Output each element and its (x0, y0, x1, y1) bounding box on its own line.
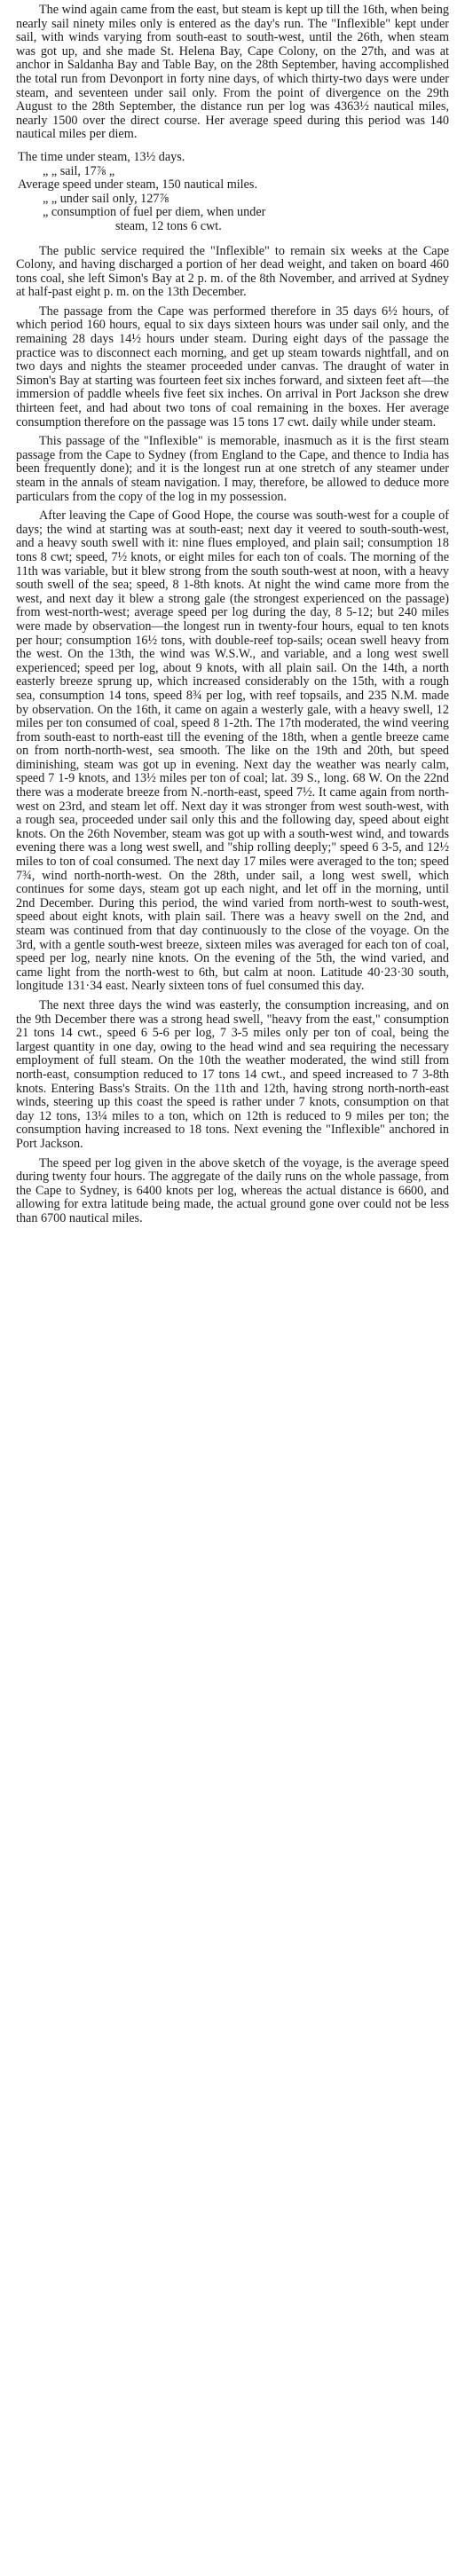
paragraph-log-details: After leaving the Cape of Good Hope, the course was south-west for a couple of days; the wind at starting was at south-east; next day it veered to south-south-west, and a heavy south swell with it: nine flues employed, and plain sail; consumption 18 tons 8 cwt; speed, 7½ knots, or eight miles for each ton of coals. The morning of the 11th was variable, but it blew strong from the south south-west at noon, with a heavy south swell of the sea; speed, 8 1-8th knots. At night the wind came more from the west, and next day it blew a strong gale (the strongest experienced on the passage) from west-north-west; average speed per log during the day, 8 5-12; but 240 miles were made by observation—the longest run in twenty-four hours, equal to ten knots per hour; consumption 16½ tons, with double-reef top-sails; ocean swell heavy from the west. On the 13th, the wind was W.S.W., and variable, and a long west swell experienced; speed per log, about 9 knots, with all plain sail. On the 14th, a north easterly breeze sprung up, which increased considerably on the 15th, with a rough sea, consumption 14 tons, speed 8¾ per log, with reef topsails, and 235 N.M. made by observation. On the 16th, it came on again a westerly gale, with a heavy swell, 12 miles per ton consumed of coal, speed 8 1-2th. The 17th moderated, the wind veering from south-east to north-east till the evening of the 18th, when a gentle breeze came on from north-north-west, sea smooth. The like on the 19th and 20th, but speed diminishing, steam was got up in evening. Next day the weather was nearly calm, speed 7 1-9 knots, and 13½ miles per ton of coal; lat. 39 S., long. 68 W. On the 22nd there was a moderate breeze from N.-north-east, speed 7½. It came again from north-west on 23rd, and steam let off. Next day it was stronger from west south-west, with a rough sea, proceeded under sail only this and the following day, speed about eight knots. On the 26th November, steam was got up with a south-west wind, and towards evening there was a long west swell, and "ship rolling deeply;" speed 6 3-5, and 12½ miles to ton of coal consumed. The next day 17 miles were averaged to the ton; speed 7¾, wind north-north-west. On the 28th, under sail, a long west swell, which continues for some days, steam got up each night, and let off in the morning, until 2nd December. During this period, the wind varied from north-west to south-west, speed about eight knots, with plain sail. There was a heavy swell on the 2nd, and steam was continued from that day continuously to the close of the voyage. On the 3rd, with a gentle south-west breeze, sixteen miles was averaged for each ton of coal, speed per log, nearly nine knots. On the evening of the 5th, the wind varied, and came light from the north-west to 6th, but calm at noon. Latitude 40·23·30 south, longitude 131·34 east. Nearly sixteen tons of fuel consumed this day. (16, 508, 449, 994)
stat-average-speed-steam: Average speed under steam, 150 nautical miles. (18, 177, 257, 193)
paragraph-cape-stay: The public service required the "Inflexible" to remain six weeks at the Cape Colony, and having discharged a portion of her dead weight, and taken on board 460 tons coal, she left Simon's Bay at 2 p. m. of the 8th November, and arrived at Sydney at half-past eight p. m. on the 13th December. (16, 243, 449, 300)
voyage-summary-stats (16, 151, 449, 234)
stat-time-under-sail: „ „ sail, 17⅞ „ (43, 163, 115, 178)
paragraph-memorable-passage: This passage of the "Inflexible" is memorable, inasmuch as it is the first steam passage from the Cape to Sydney (from England to the Cape, and thence to India has been frequently done); and it is the longest run at one stretch of any steamer under steam in the annals of steam navigation. I may, therefore, be allowed to deduce more particulars from the copy of the log in my possession. (16, 434, 449, 504)
stat-fuel-consumption: „ consumption of fuel per diem, when under (43, 205, 266, 220)
paragraph-speed-summary: The speed per log given in the above sketch of the voyage, is the average speed during twenty four hours. The aggregate of the daily runs on the whole passage, from the Cape to Sydney, is 6400 knots per log, whereas the actual distance is 6600, and allowing for extra latitude being made, the actual ground gone over could not be less than 6700 nautical miles. (16, 1155, 449, 1225)
paragraph-voyage-to-cape: The wind again came from the east, but steam is kept up till the 16th, when being nearly sail ninety miles only is entered as the day's run. The "Inflexible" kept under sail, with winds varying from south-east to south-west, until the 26th, when steam was got up, and she made St. Helena Bay, Cape Colony, on the 27th, and was at anchor in Saldanha Bay and Table Bay, on the 28th September, having accomplished the total run from Devonport in forty nine days, of which thirty-two days were under steam, and seventeen under sail only. From the point of divergence on the 29th August to the 28th September, the distance run per log was 4363½ nautical miles, nearly 1500 over the direct course. Her average speed during this period was 140 nautical miles per diem. (16, 3, 449, 142)
stat-fuel-consumption-cont: steam, 12 tons 6 cwt. (115, 218, 222, 233)
stat-average-speed-sail: „ „ under sail only, 127⅞ (43, 191, 169, 206)
paragraph-final-days: The next three days the wind was easterly, the consumption increasing, and on the 9th December there was a strong head swell, "heavy from the east," consumption 21 tons 14 cwt., speed 6 5-6 per log, 7 3-5 miles only per ton of coal, being the largest quantity in one day, owing to the head wind and sea requiring the necessary employment of full steam. On the 10th the weather moderated, the wind still from north-east, consumption reduced to 17 tons 14 cwt., and speed increased to 7 3-8th knots. Entering Bass's Straits. On the 11th and 12th, having strong north-north-east winds, steering up this coast the speed is rather under 7 knots, consumption on that day 12 tons, 13¼ miles to a ton, which on 12th is reduced to 9 miles per ton; the consumption having increased to 18 tons. Next evening the "Inflexible" anchored in Port Jackson. (16, 997, 449, 1151)
paragraph-passage-from-cape: The passage from the Cape was performed therefore in 35 days 6½ hours, of which period 160 hours, equal to six days sixteen hours was under sail only, and the remaining 28 days 14½ hours under steam. During eight days of the passage the practice was to disconnect each morning, and get up steam towards nightfall, and on two days and nights the steamer proceeded under canvas. The draught of water in Simon's Bay at starting was fourteen feet six inches forward, and sixteen feet aft—the immersion of paddle wheels five feet six inches. On arrival in Port Jackson she drew thirteen feet, and had about two tons of coal remaining in the boxes. Her average consumption therefore on the passage was 15 tons 17 cwt. daily while under steam. (16, 303, 449, 429)
stat-time-under-steam: The time under steam, 13½ days. (18, 149, 185, 164)
